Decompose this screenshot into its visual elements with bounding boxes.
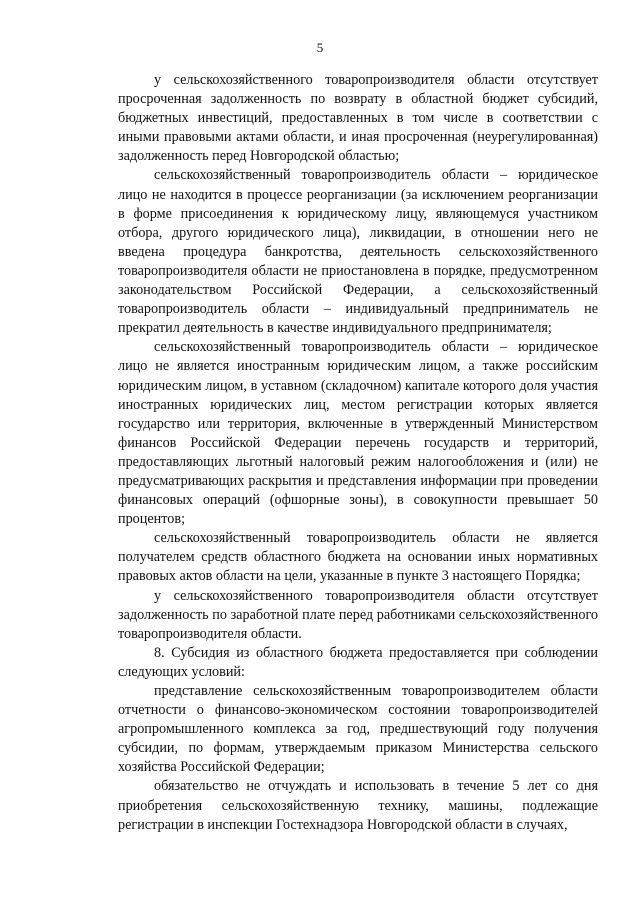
paragraph-equipment-obligation: обязательство не отчуждать и использовать в течение 5 лет со дня приобретения сельскохозяйственную технику, машины, подлежащие регистрации в инспекции Гостехнадзора Новгородской области в случаях, [118,778,598,833]
paragraph-no-other-funds: сельскохозяйственный товаропроизводитель области не является получателем средств областного бюджета на основании иных нормативных правовых актов области на цели, указанные в пункте 3 настоящего Порядка; [118,530,598,585]
document-body [118,71,598,835]
paragraph-no-foreign-entity: сельскохозяйственный товаропроизводитель области – юридическое лицо не является иностранным юридическим лицом, а также российским юридическим лицом, в уставном (складочном) капитале которого доля участия иностранных юридических лиц, местом регистрации которых является государство или территория, включенные в утвержденный Министерством финансов Российской Федерации перечень государств и территорий, предоставляющих льготный налоговый режим налогообложения и (или) не предусматривающих раскрытия и представления информации при проведении финансовых операций (офшорные зоны), в совокупности превышает 50 процентов; [118,339,598,528]
paragraph-reporting-condition: представление сельскохозяйственным товаропроизводителем области отчетности о финансово-экономическом состоянии товаропроизводителей агропромышленного комплекса за год, предшествующий году получения субсидии, по формам, утверждаемым приказом Министерства сельского хозяйства Российской Федерации; [118,683,598,776]
paragraph-no-wage-debt: у сельскохозяйственного товаропроизводителя области отсутствует задолженность по заработной плате перед работниками сельскохозяйственного товаропроизводителя области. [118,587,598,642]
paragraph-no-reorganization: сельскохозяйственный товаропроизводитель области – юридическое лицо не находится в процессе реорганизации (за исключением реорганизации в форме присоединения к юридическому лицу, являющемуся участником отбора, другого юридического лица), ликвидации, в отношении него не введена процедура банкротства, деятельность сельскохозяйственного товаропроизводителя области не приостановлена в порядке, предусмотренном законодательством Российской Федерации, а сельскохозяйственный товаропроизводитель области – индивидуальный предприниматель не прекратил деятельность в качестве индивидуального предпринимателя; [118,167,598,337]
paragraph-subsidy-conditions: 8. Субсидия из областного бюджета предоставляется при соблюдении следующих условий: [118,644,598,680]
paragraph-no-budget-debt: у сельскохозяйственного товаропроизводителя области отсутствует просроченная задолженность по возврату в областной бюджет субсидий, бюджетных инвестиций, предоставленных в том числе в соответствии с иными правовыми актами области, и иная просроченная (неурегулированная) задолженность перед Новгородской областью; [118,72,598,165]
page-number: 5 [316,40,324,55]
